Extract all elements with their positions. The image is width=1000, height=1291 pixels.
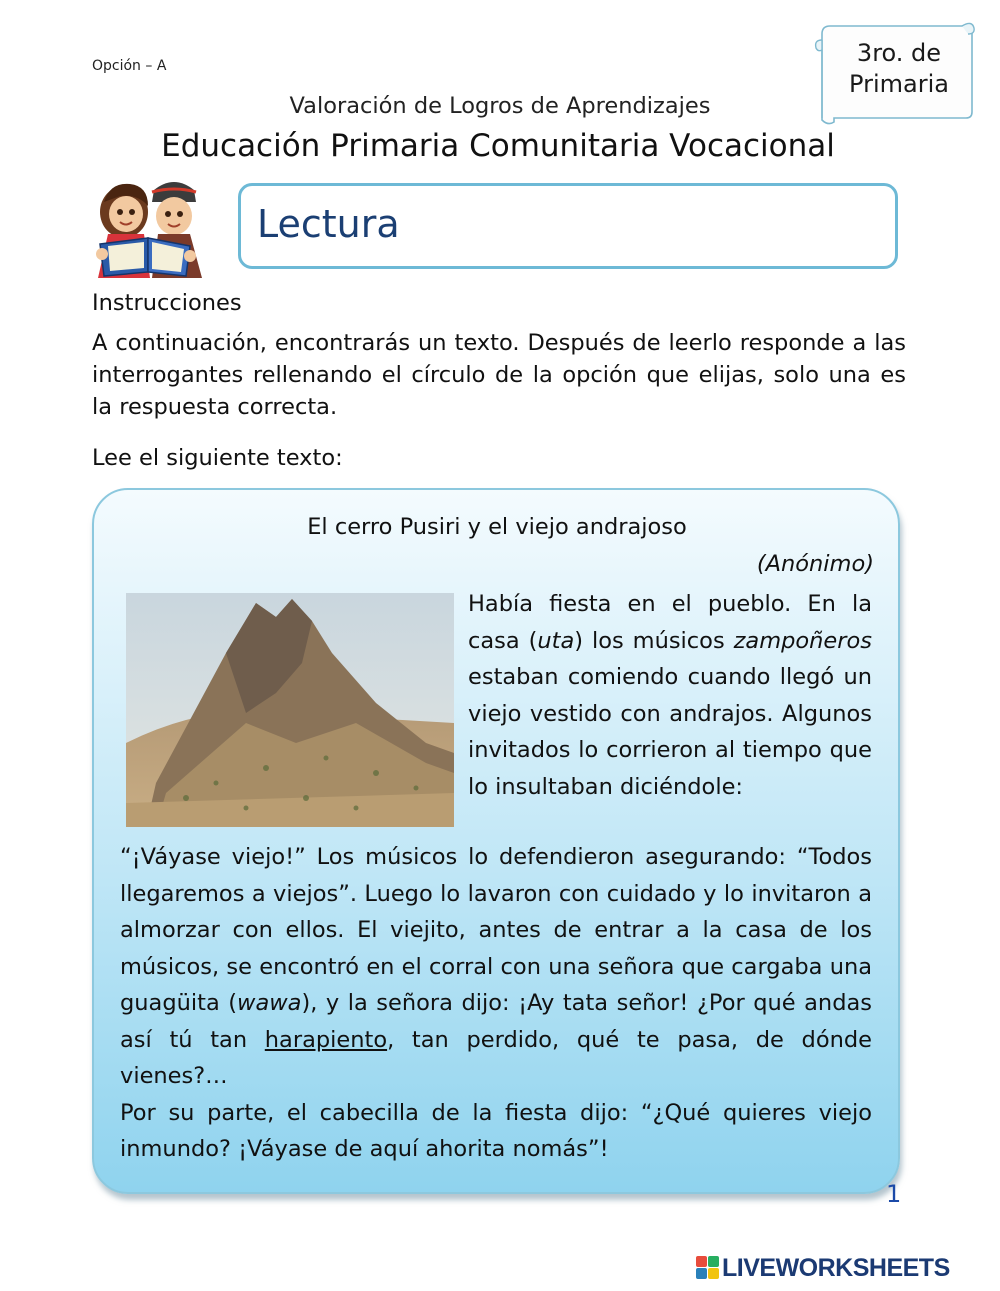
kids-reading-illustration xyxy=(90,172,214,278)
story-title: El cerro Pusiri y el viejo andrajoso xyxy=(307,514,687,540)
story-underlined-harapiento: harapiento xyxy=(264,1026,388,1053)
grade-line-2: Primaria xyxy=(849,70,949,98)
story-italic-wawa: wawa xyxy=(237,990,302,1016)
section-title: Lectura xyxy=(257,202,400,246)
education-title: Educación Primaria Comunitaria Vocacional xyxy=(161,128,835,164)
story-box xyxy=(92,488,900,1194)
story-text: , tan perdido, qué te pasa, de dónde vienes?… xyxy=(120,1026,872,1089)
story-italic-uta: uta xyxy=(537,627,575,654)
story-text: “¡Váyase viejo!” Los músicos lo defendieron asegurando: “Todos llegaremos a viejos”. Luego lo lavaron con cuidado y lo invitaron a almorzar con ellos. El viejito, antes de entrar a la casa de los músicos, se encontró en el corral con una señora que cargaba una guagüita ( xyxy=(120,844,872,1016)
liveworksheets-text: LIVEWORKSHEETS xyxy=(722,1254,950,1282)
story-text: Había fiesta en el pueblo. En la casa ( xyxy=(468,591,872,654)
section-title-box xyxy=(238,183,898,269)
story-paragraph-1 xyxy=(468,586,872,805)
story-text: ) los músicos xyxy=(574,627,734,654)
option-label: Opción – A xyxy=(92,58,167,74)
story-paragraph-2 xyxy=(120,839,872,1168)
grade-line-1: 3ro. de xyxy=(856,39,942,67)
mountain-photo xyxy=(126,593,454,827)
read-prompt: Lee el siguiente texto: xyxy=(92,445,343,471)
story-paragraph-3: Por su parte, el cabecilla de la fiesta dijo: “¿Qué quieres viejo inmundo? ¡Váyase de aquí ahorita nomás”! xyxy=(120,1099,872,1162)
story-text: estaban comiendo cuando llegó un viejo vestido con andrajos. Algunos invitados lo corrieron al tiempo que lo insultaban diciéndole: xyxy=(468,664,872,800)
instructions-heading: Instrucciones xyxy=(92,290,242,316)
page-number: 1 xyxy=(886,1180,902,1208)
story-italic-zamponeros: zampoñeros xyxy=(733,627,872,654)
story-text: ), y la señora dijo: ¡Ay tata señor! ¿Por qué andas así tú tan xyxy=(120,990,872,1053)
story-author: (Anónimo) xyxy=(756,551,874,577)
evaluation-title: Valoración de Logros de Aprendizajes xyxy=(289,93,711,119)
liveworksheets-icon xyxy=(696,1256,720,1282)
instructions-body: A continuación, encontrarás un texto. Después de leerlo responde a las interrogantes rellenando el círculo de la opción que elijas, solo una es la respuesta correcta. xyxy=(92,330,906,420)
